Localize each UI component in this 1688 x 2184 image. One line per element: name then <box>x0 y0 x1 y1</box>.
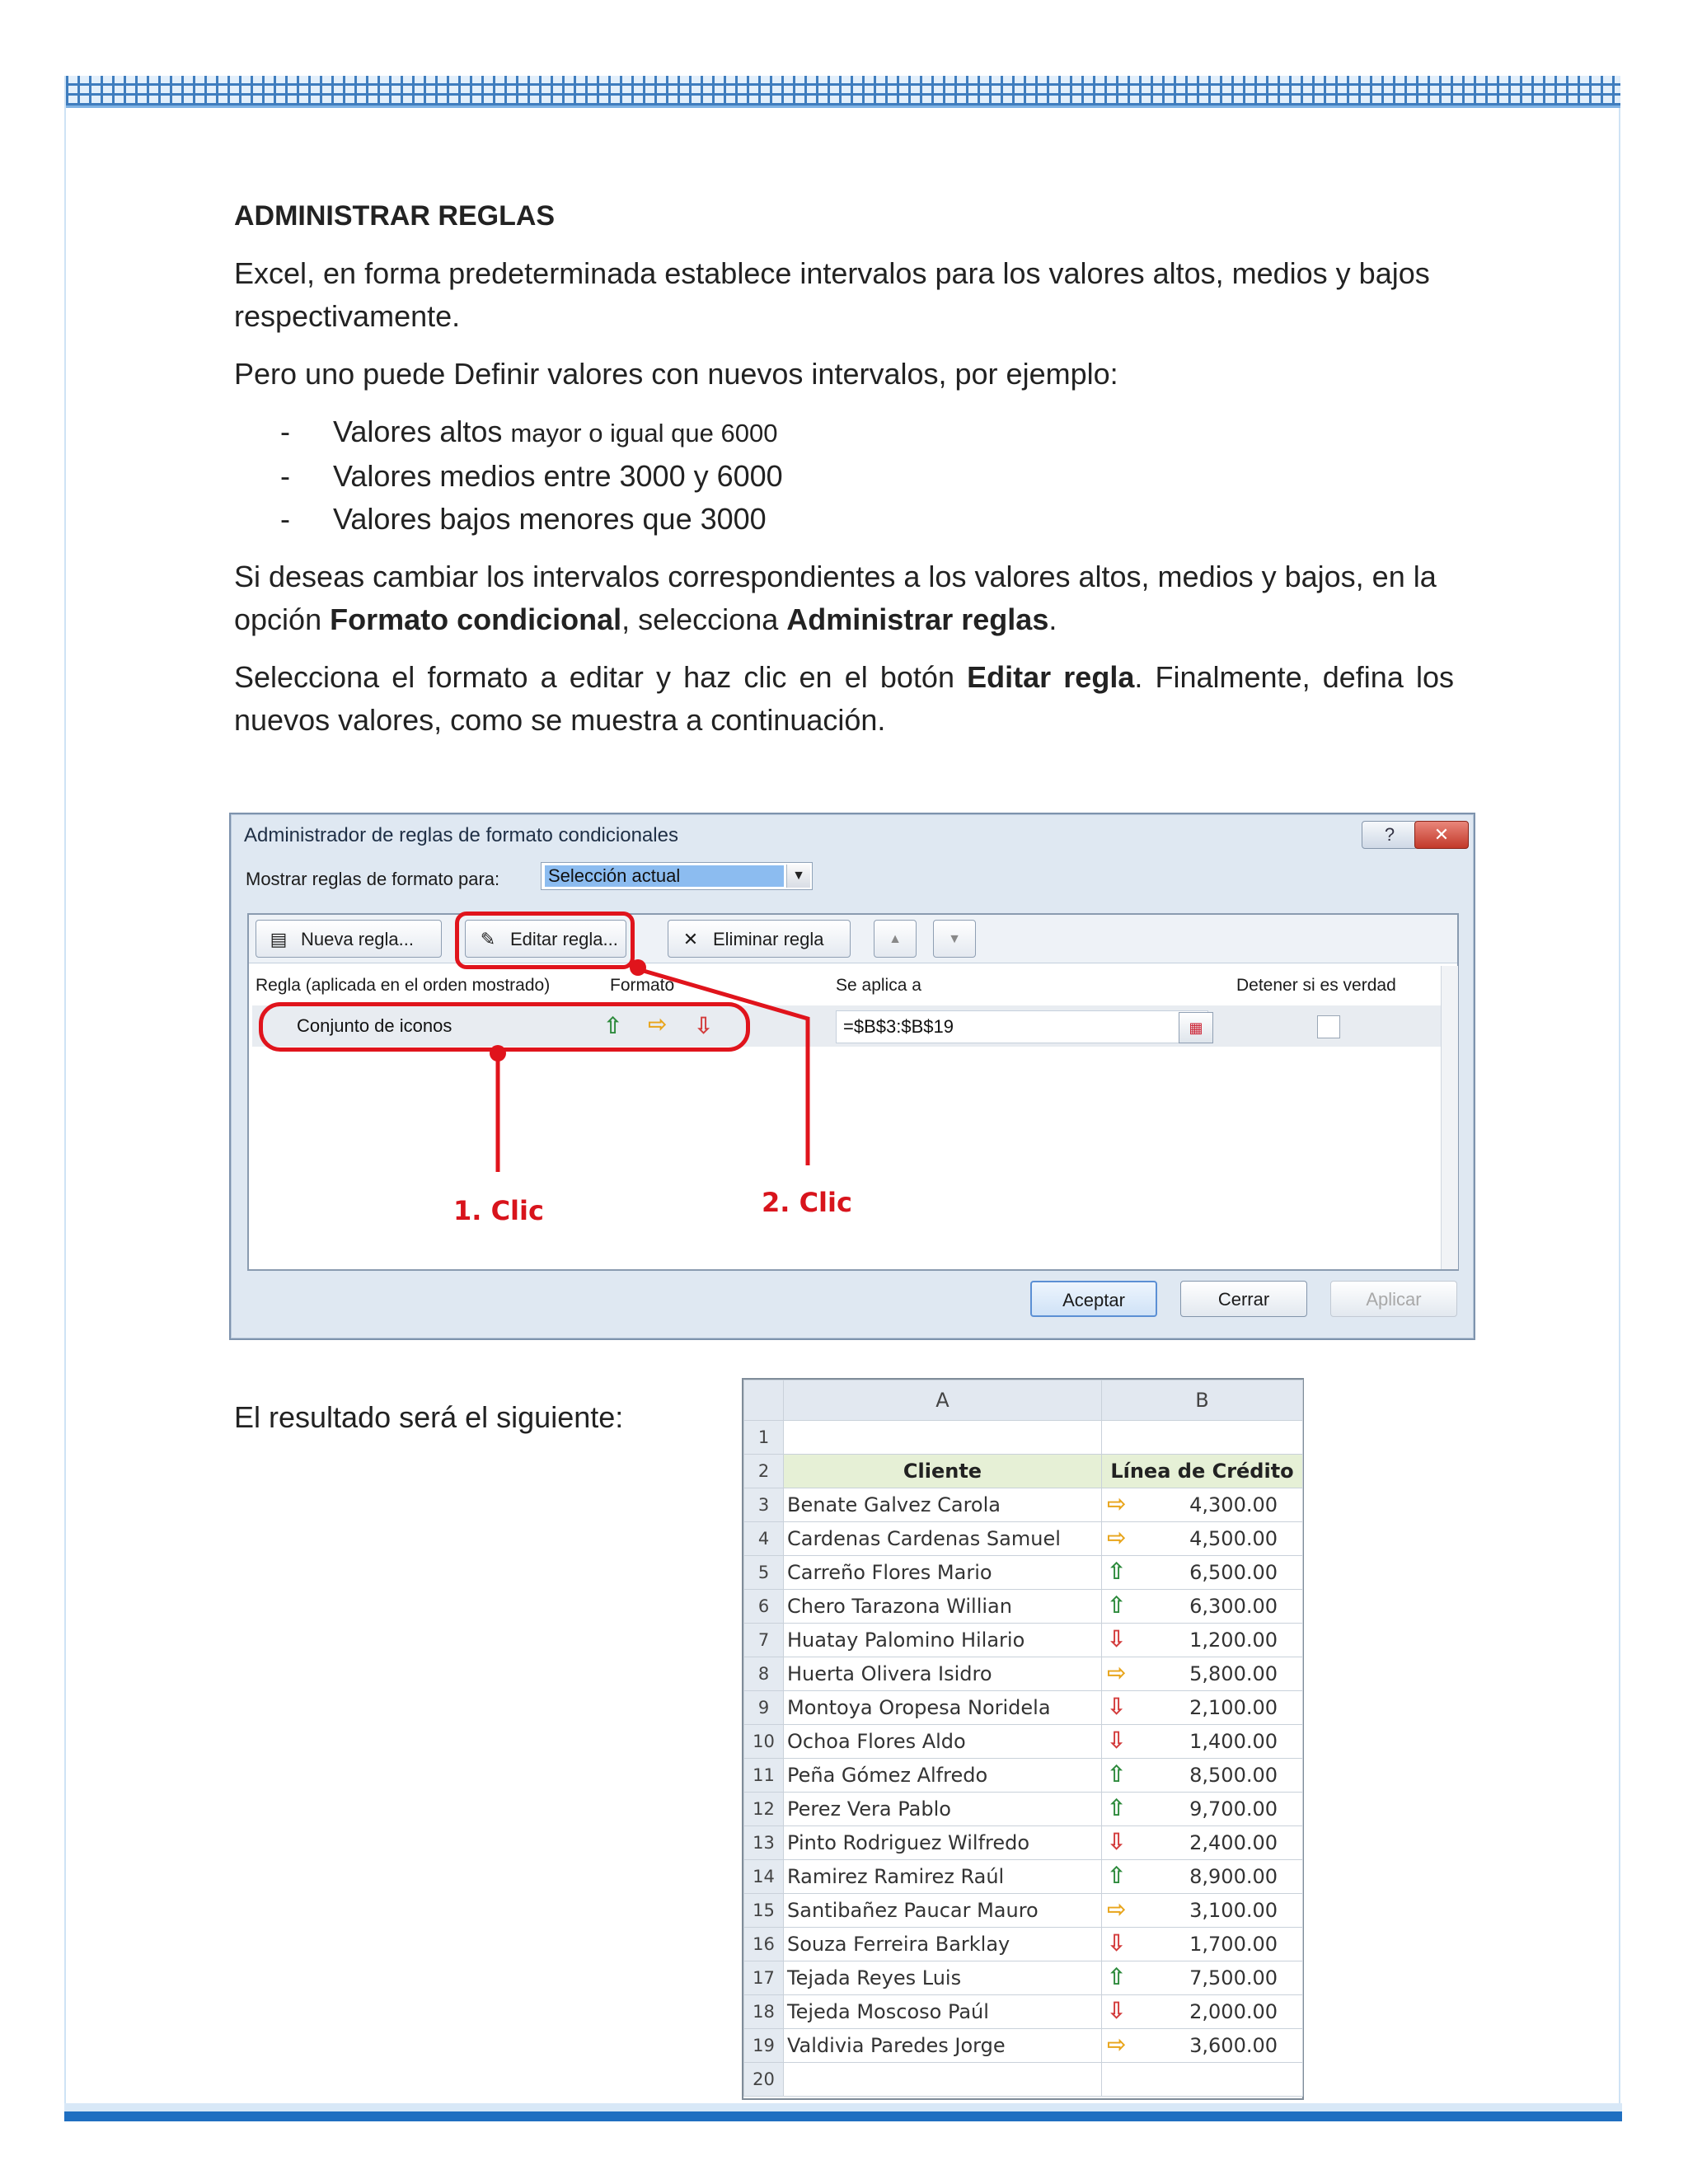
credit-cell[interactable] <box>1102 1725 1303 1759</box>
row-number[interactable]: 7 <box>744 1624 784 1657</box>
new-rule-icon: ▤ <box>270 929 288 949</box>
column-header-b[interactable]: B <box>1102 1380 1303 1421</box>
client-cell[interactable]: Huatay Palomino Hilario <box>784 1624 1102 1657</box>
annotation-highlight-edit <box>455 912 635 969</box>
rule-name: Conjunto de iconos <box>297 1015 452 1036</box>
credit-value: 2,100.00 <box>1189 1696 1278 1719</box>
down-arrow-icon: ⇩ <box>1107 1828 1127 1855</box>
table-row <box>744 1488 1303 1522</box>
new-rule-button[interactable]: ▤ Nueva regla... <box>256 920 442 958</box>
credit-cell[interactable] <box>1102 1759 1303 1793</box>
credit-cell[interactable] <box>1102 1793 1303 1826</box>
credit-value: 8,900.00 <box>1189 1865 1278 1888</box>
up-arrow-icon: ⇧ <box>1107 1591 1127 1619</box>
move-up-button[interactable]: ▲ <box>874 920 917 958</box>
table-row <box>744 1860 1303 1894</box>
client-cell[interactable]: Valdivia Paredes Jorge <box>784 2029 1102 2063</box>
list-item: - Valores medios entre 3000 y 6000 <box>234 455 1454 498</box>
up-arrow-icon: ⇧ <box>1107 1794 1127 1821</box>
header-credit-line[interactable]: Línea de Crédito <box>1102 1455 1303 1488</box>
client-cell[interactable]: Peña Gómez Alfredo <box>784 1759 1102 1793</box>
table-cell[interactable] <box>784 2063 1102 2097</box>
credit-cell[interactable] <box>1102 1691 1303 1725</box>
row-number[interactable]: 13 <box>744 1826 784 1860</box>
header-client[interactable]: Cliente <box>784 1455 1102 1488</box>
down-arrow-icon: ⇩ <box>1107 1997 1127 2024</box>
down-arrow-icon: ⇩ <box>1107 1693 1127 1720</box>
down-arrow-icon: ⇩ <box>1107 1625 1127 1652</box>
credit-value: 1,200.00 <box>1189 1629 1278 1652</box>
range-picker-icon[interactable]: ▦ <box>1179 1012 1213 1043</box>
row-number[interactable]: 19 <box>744 2029 784 2063</box>
client-cell[interactable]: Souza Ferreira Barklay <box>784 1928 1102 1961</box>
client-cell[interactable]: Tejeda Moscoso Paúl <box>784 1995 1102 2029</box>
right-arrow-icon: ⇨ <box>1107 1896 1127 1923</box>
table-row <box>744 2029 1303 2063</box>
annotation-click-1: 1. Clic <box>453 1195 544 1226</box>
client-cell[interactable]: Perez Vera Pablo <box>784 1793 1102 1826</box>
row-number[interactable]: 8 <box>744 1657 784 1691</box>
row-number[interactable]: 12 <box>744 1793 784 1826</box>
table-row <box>744 1826 1303 1860</box>
up-arrow-icon: ⇧ <box>603 1013 623 1038</box>
row-number[interactable]: 11 <box>744 1759 784 1793</box>
result-label: El resultado será el siguiente: <box>234 1400 624 1434</box>
select-all-corner[interactable] <box>744 1380 784 1421</box>
credit-cell[interactable] <box>1102 1556 1303 1590</box>
delete-rule-button[interactable]: ✕ Eliminar regla <box>668 920 851 958</box>
right-arrow-icon: ⇨ <box>648 1011 668 1037</box>
apply-button[interactable]: Aplicar <box>1330 1281 1457 1317</box>
applies-to-field[interactable]: =$B$3:$B$19 <box>836 1010 1208 1043</box>
credit-value: 3,600.00 <box>1189 2034 1278 2057</box>
client-cell[interactable]: Pinto Rodriguez Wilfredo <box>784 1826 1102 1860</box>
client-cell[interactable]: Santibañez Paucar Mauro <box>784 1894 1102 1928</box>
help-button[interactable]: ? <box>1362 821 1418 849</box>
row-number[interactable]: 15 <box>744 1894 784 1928</box>
table-row <box>744 1725 1303 1759</box>
credit-cell[interactable] <box>1102 1624 1303 1657</box>
column-stop-if-true: Detener si es verdad <box>1236 976 1396 995</box>
credit-cell[interactable] <box>1102 1928 1303 1961</box>
credit-cell[interactable] <box>1102 1522 1303 1556</box>
column-format: Formato <box>610 976 675 995</box>
row-number[interactable]: 3 <box>744 1488 784 1522</box>
credit-cell[interactable] <box>1102 1894 1303 1928</box>
table-row <box>744 1522 1303 1556</box>
credit-value: 7,500.00 <box>1189 1966 1278 1990</box>
table-cell[interactable] <box>1102 2063 1303 2097</box>
row-number[interactable]: 4 <box>744 1522 784 1556</box>
conditional-format-rules-dialog <box>229 813 1475 1340</box>
credit-value: 6,500.00 <box>1189 1561 1278 1584</box>
close-window-button[interactable]: ✕ <box>1414 821 1469 849</box>
paragraph-intro: Excel, en forma predeterminada establece intervalos para los valores altos, medios y bajos respectivamente. <box>234 256 1430 333</box>
credit-value: 4,300.00 <box>1189 1493 1278 1516</box>
down-arrow-icon: ⇩ <box>694 1013 714 1038</box>
row-number[interactable]: 18 <box>744 1995 784 2029</box>
credit-cell[interactable] <box>1102 1995 1303 2029</box>
table-row <box>744 1759 1303 1793</box>
row-number[interactable]: 20 <box>744 2063 784 2097</box>
credit-cell[interactable] <box>1102 1860 1303 1894</box>
edit-rule-button[interactable]: ✎ Editar regla... <box>465 920 626 958</box>
credit-value: 5,800.00 <box>1189 1662 1278 1685</box>
credit-value: 2,400.00 <box>1189 1831 1278 1854</box>
page-title: ADMINISTRAR REGLAS <box>234 200 556 232</box>
table-row <box>744 1961 1303 1995</box>
credit-cell[interactable] <box>1102 1488 1303 1522</box>
paragraph-instructions: Si deseas cambiar los intervalos correspondientes a los valores altos, medios y bajos, en la opción Formato condicional, selecciona Administrar reglas. <box>234 560 1437 636</box>
chevron-down-icon[interactable]: ▼ <box>786 865 810 888</box>
client-cell[interactable]: Cardenas Cardenas Samuel <box>784 1522 1102 1556</box>
table-row <box>744 1691 1303 1725</box>
show-rules-select[interactable] <box>541 862 813 890</box>
interval-list <box>234 410 1454 541</box>
up-arrow-icon: ⇧ <box>1107 1963 1127 1990</box>
credit-value: 1,700.00 <box>1189 1933 1278 1956</box>
show-rules-label: Mostrar reglas de formato para: <box>246 869 500 889</box>
row-number[interactable]: 2 <box>744 1455 784 1488</box>
credit-cell[interactable] <box>1102 1657 1303 1691</box>
table-row <box>744 1624 1303 1657</box>
footer-bar <box>64 2111 1622 2121</box>
move-down-button[interactable]: ▼ <box>933 920 976 958</box>
row-number[interactable]: 6 <box>744 1590 784 1624</box>
annotation-click-2: 2. Clic <box>762 1187 852 1218</box>
client-cell[interactable]: Huerta Olivera Isidro <box>784 1657 1102 1691</box>
dialog-title: Administrador de reglas de formato condicionales <box>244 824 678 846</box>
list-item: - Valores bajos menores que 3000 <box>234 498 1454 541</box>
table-row <box>744 1793 1303 1826</box>
list-item: - Valores altos mayor o igual que 6000 <box>234 410 1454 455</box>
decorative-top-border <box>66 76 1620 105</box>
row-number[interactable]: 5 <box>744 1556 784 1590</box>
table-cell[interactable] <box>1102 1421 1303 1455</box>
credit-value: 9,700.00 <box>1189 1797 1278 1821</box>
client-cell[interactable]: Tejada Reyes Luis <box>784 1961 1102 1995</box>
delete-icon: ✕ <box>682 929 699 949</box>
table-row <box>744 1995 1303 2029</box>
table-row <box>744 1556 1303 1590</box>
footer-band <box>64 2103 1622 2111</box>
credit-cell[interactable] <box>1102 1826 1303 1860</box>
row-number[interactable]: 14 <box>744 1860 784 1894</box>
credit-cell[interactable] <box>1102 2029 1303 2063</box>
credit-value: 4,500.00 <box>1189 1527 1278 1550</box>
table-row <box>744 2063 1303 2097</box>
paragraph-edit: Selecciona el formato a editar y haz clic en el botón Editar regla. Finalmente, defina los nuevos valores, como se muestra a continuación. <box>234 660 1455 737</box>
credit-cell[interactable] <box>1102 1590 1303 1624</box>
top-border-line <box>66 105 1620 108</box>
column-applies-to: Se aplica a <box>836 976 921 995</box>
row-number[interactable]: 9 <box>744 1691 784 1725</box>
right-arrow-icon: ⇨ <box>1107 1490 1127 1517</box>
right-arrow-icon: ⇨ <box>1107 1659 1127 1686</box>
result-spreadsheet <box>742 1378 1304 2100</box>
table-row <box>744 1657 1303 1691</box>
stop-if-true-checkbox[interactable] <box>1317 1015 1340 1038</box>
right-arrow-icon: ⇨ <box>1107 2031 1127 2058</box>
credit-value: 8,500.00 <box>1189 1764 1278 1787</box>
up-arrow-icon: ⇧ <box>1107 1558 1127 1585</box>
table-cell[interactable] <box>784 1421 1102 1455</box>
row-number[interactable]: 1 <box>744 1421 784 1455</box>
annotation-highlight-rule <box>259 1002 750 1052</box>
column-rule: Regla (aplicada en el orden mostrado) <box>256 976 551 995</box>
row-number[interactable]: 16 <box>744 1928 784 1961</box>
credit-value: 2,000.00 <box>1189 2000 1278 2023</box>
down-arrow-icon: ⇩ <box>1107 1727 1127 1754</box>
close-button[interactable]: Cerrar <box>1180 1281 1307 1317</box>
client-cell[interactable]: Benate Galvez Carola <box>784 1488 1102 1522</box>
edit-rule-icon: ✎ <box>480 929 496 949</box>
rules-scrollbar[interactable] <box>1441 966 1458 1269</box>
table-row <box>744 1590 1303 1624</box>
row-number[interactable]: 10 <box>744 1725 784 1759</box>
table-row <box>744 1928 1303 1961</box>
right-arrow-icon: ⇨ <box>1107 1524 1127 1551</box>
accept-button[interactable]: Aceptar <box>1030 1281 1157 1317</box>
credit-value: 6,300.00 <box>1189 1595 1278 1618</box>
column-header-a[interactable]: A <box>784 1380 1102 1421</box>
show-rules-value: Selección actual <box>545 865 784 887</box>
down-arrow-icon: ⇩ <box>1107 1929 1127 1957</box>
credit-value: 1,400.00 <box>1189 1730 1278 1753</box>
table-row <box>744 1894 1303 1928</box>
up-arrow-icon: ⇧ <box>1107 1760 1127 1788</box>
client-cell[interactable]: Ramirez Ramirez Raúl <box>784 1860 1102 1894</box>
row-number[interactable]: 17 <box>744 1961 784 1995</box>
credit-cell[interactable] <box>1102 1961 1303 1995</box>
client-cell[interactable]: Ochoa Flores Aldo <box>784 1725 1102 1759</box>
up-arrow-icon: ⇧ <box>1107 1862 1127 1889</box>
client-cell[interactable]: Montoya Oropesa Noridela <box>784 1691 1102 1725</box>
document-body <box>234 194 1454 757</box>
rules-pane <box>247 913 1459 1271</box>
client-cell[interactable]: Carreño Flores Mario <box>784 1556 1102 1590</box>
credit-value: 3,100.00 <box>1189 1899 1278 1922</box>
client-cell[interactable]: Chero Tarazona Willian <box>784 1590 1102 1624</box>
paragraph-define: Pero uno puede Definir valores con nuevos intervalos, por ejemplo: <box>234 357 1118 391</box>
